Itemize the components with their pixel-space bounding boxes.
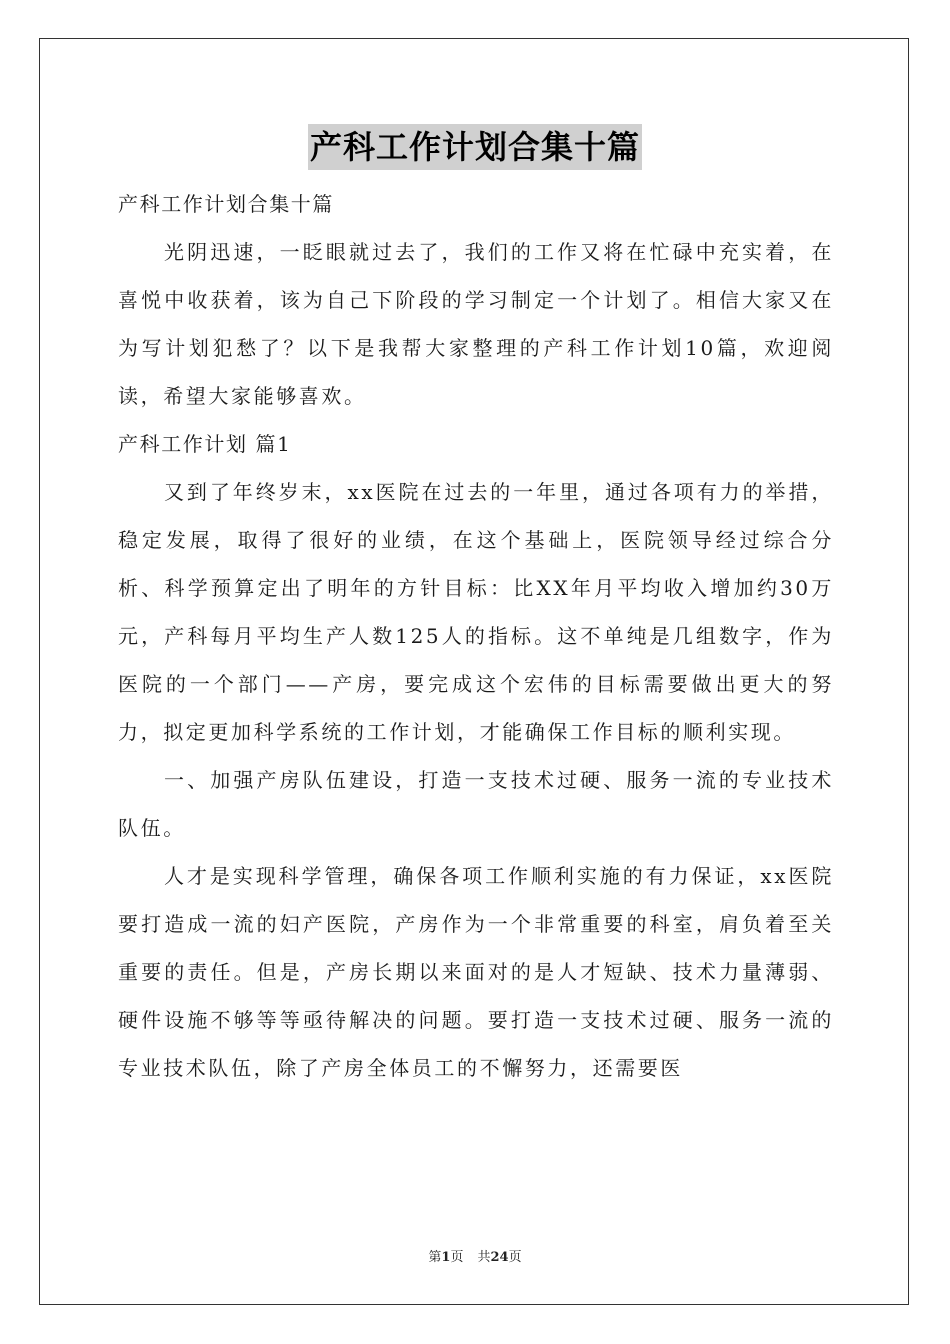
- title-container: [0, 124, 950, 170]
- body-paragraph: 一、加强产房队伍建设，打造一支技术过硬、服务一流的专业技术队伍。: [118, 768, 834, 840]
- body-paragraph: 人才是实现科学管理，确保各项工作顺利实施的有力保证，xx医院要打造成一流的妇产医院，产房作为一个非常重要的科室，肩负着至关重要的责任。但是，产房长期以来面对的是人才短缺、技术力量薄弱、硬件设施不够等等亟待解决的问题。要打造一支技术过硬、服务一流的专业技术队伍，除了产房全体员工的不懈努力，还需要医: [118, 864, 834, 1080]
- page-suffix: 页: [450, 1250, 464, 1265]
- total-prefix: 共: [477, 1250, 491, 1265]
- total-suffix: 页: [508, 1250, 522, 1265]
- document-title: 产科工作计划合集十篇: [308, 124, 642, 170]
- page-prefix: 第: [428, 1250, 442, 1265]
- section-heading: 产科工作计划 篇1: [118, 432, 292, 456]
- total-pages-number: 24: [490, 1250, 509, 1265]
- current-page-number: 1: [441, 1250, 451, 1265]
- document-body: [118, 180, 834, 1092]
- body-paragraph: 又到了年终岁末，xx医院在过去的一年里，通过各项有力的举措，稳定发展，取得了很好的业绩，在这个基础上，医院领导经过综合分析、科学预算定出了明年的方针目标：比XX年月平均收入增加约30万元，产科每月平均生产人数125人的指标。这不单纯是几组数字，作为医院的一个部门——产房，要完成这个宏伟的目标需要做出更大的努力，拟定更加科学系统的工作计划，才能确保工作目标的顺利实现。: [118, 480, 834, 744]
- intro-paragraph: 光阴迅速，一眨眼就过去了，我们的工作又将在忙碌中充实着，在喜悦中收获着，该为自己下阶段的学习制定一个计划了。相信大家又在为写计划犯愁了？以下是我帮大家整理的产科工作计划10篇，欢迎阅读，希望大家能够喜欢。: [118, 240, 834, 408]
- doc-heading: 产科工作计划合集十篇: [118, 192, 334, 216]
- page-footer: [0, 1246, 950, 1265]
